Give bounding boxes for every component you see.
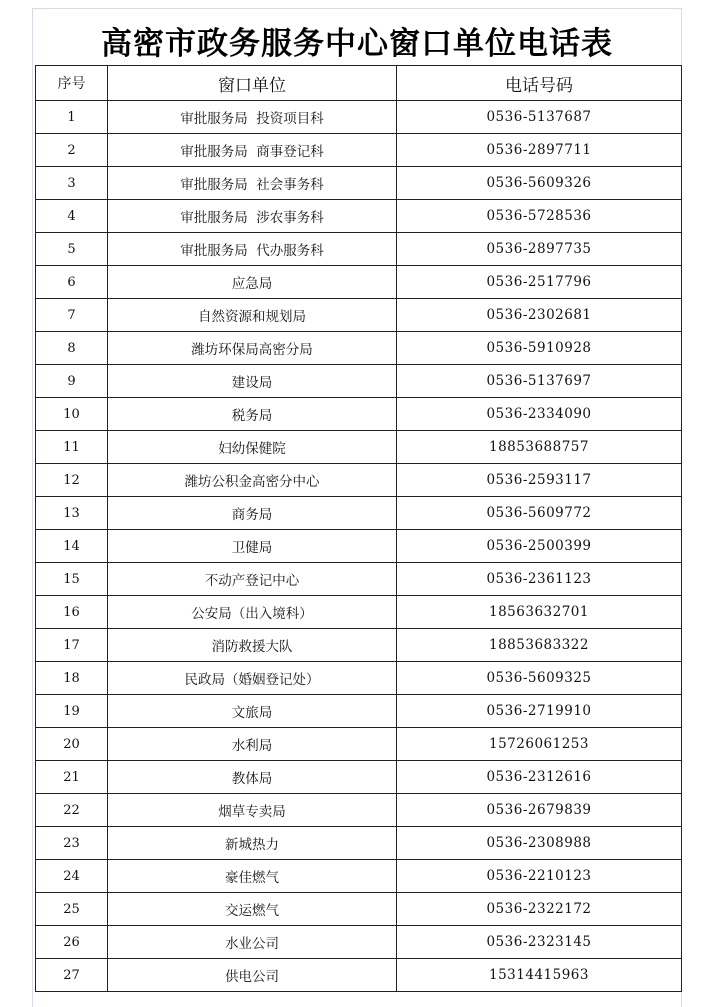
row-index: 2 <box>36 134 108 167</box>
row-index: 13 <box>36 497 108 530</box>
table-row <box>36 497 682 530</box>
column-header-index: 序号 <box>36 66 108 101</box>
table-row <box>36 332 682 365</box>
table-row <box>36 233 682 266</box>
row-index: 14 <box>36 530 108 563</box>
row-phone: 0536-2210123 <box>397 860 682 893</box>
row-phone: 0536-5728536 <box>397 200 682 233</box>
table-row <box>36 728 682 761</box>
table-row <box>36 101 682 134</box>
row-index: 3 <box>36 167 108 200</box>
row-index: 25 <box>36 893 108 926</box>
row-index: 16 <box>36 596 108 629</box>
table-row <box>36 266 682 299</box>
row-phone: 18563632701 <box>397 596 682 629</box>
row-phone: 0536-5609772 <box>397 497 682 530</box>
row-phone: 0536-2517796 <box>397 266 682 299</box>
row-index: 5 <box>36 233 108 266</box>
row-phone: 0536-2593117 <box>397 464 682 497</box>
table-row <box>36 893 682 926</box>
row-index: 18 <box>36 662 108 695</box>
row-index: 6 <box>36 266 108 299</box>
table-row <box>36 299 682 332</box>
row-phone: 0536-2679839 <box>397 794 682 827</box>
row-unit: 潍坊公积金高密分中心 <box>108 464 397 497</box>
page-title: 高密市政务服务中心窗口单位电话表 <box>101 26 613 62</box>
row-unit: 供电公司 <box>108 959 397 992</box>
table-body <box>36 101 682 992</box>
row-unit: 不动产登记中心 <box>108 563 397 596</box>
row-index: 27 <box>36 959 108 992</box>
row-index: 15 <box>36 563 108 596</box>
row-index: 19 <box>36 695 108 728</box>
table-row <box>36 431 682 464</box>
row-index: 26 <box>36 926 108 959</box>
row-unit: 豪佳燃气 <box>108 860 397 893</box>
row-phone: 0536-5609325 <box>397 662 682 695</box>
table-row <box>36 596 682 629</box>
row-phone: 0536-2897735 <box>397 233 682 266</box>
row-index: 9 <box>36 365 108 398</box>
row-index: 4 <box>36 200 108 233</box>
row-phone: 0536-5137687 <box>397 101 682 134</box>
table-row <box>36 530 682 563</box>
column-header-phone: 电话号码 <box>397 66 682 101</box>
row-phone: 15726061253 <box>397 728 682 761</box>
row-index: 1 <box>36 101 108 134</box>
row-phone: 0536-2312616 <box>397 761 682 794</box>
table-row <box>36 827 682 860</box>
table-row <box>36 134 682 167</box>
row-unit: 民政局（婚姻登记处） <box>108 662 397 695</box>
row-phone: 0536-2302681 <box>397 299 682 332</box>
row-index: 12 <box>36 464 108 497</box>
row-unit: 审批服务局 社会事务科 <box>108 167 397 200</box>
table-row <box>36 926 682 959</box>
table-row <box>36 464 682 497</box>
row-phone: 0536-5910928 <box>397 332 682 365</box>
row-phone: 0536-2334090 <box>397 398 682 431</box>
table-row <box>36 629 682 662</box>
row-unit: 文旅局 <box>108 695 397 728</box>
row-phone: 0536-2361123 <box>397 563 682 596</box>
row-unit: 消防救援大队 <box>108 629 397 662</box>
row-index: 11 <box>36 431 108 464</box>
row-index: 20 <box>36 728 108 761</box>
table-row <box>36 695 682 728</box>
row-unit: 审批服务局 代办服务科 <box>108 233 397 266</box>
table-row <box>36 761 682 794</box>
row-index: 24 <box>36 860 108 893</box>
row-phone: 0536-2323145 <box>397 926 682 959</box>
document-page <box>32 8 682 1007</box>
row-unit: 建设局 <box>108 365 397 398</box>
row-phone: 0536-2322172 <box>397 893 682 926</box>
table-row <box>36 959 682 992</box>
table-row <box>36 794 682 827</box>
row-unit: 水利局 <box>108 728 397 761</box>
row-unit: 交运燃气 <box>108 893 397 926</box>
row-index: 17 <box>36 629 108 662</box>
row-unit: 审批服务局 投资项目科 <box>108 101 397 134</box>
table-row <box>36 365 682 398</box>
row-phone: 0536-5137697 <box>397 365 682 398</box>
row-index: 23 <box>36 827 108 860</box>
row-index: 7 <box>36 299 108 332</box>
row-phone: 0536-2308988 <box>397 827 682 860</box>
row-phone: 0536-2719910 <box>397 695 682 728</box>
row-index: 22 <box>36 794 108 827</box>
row-phone: 15314415963 <box>397 959 682 992</box>
row-phone: 18853683322 <box>397 629 682 662</box>
row-index: 21 <box>36 761 108 794</box>
table-header-row <box>36 66 682 101</box>
row-unit: 自然资源和规划局 <box>108 299 397 332</box>
row-index: 10 <box>36 398 108 431</box>
row-unit: 审批服务局 涉农事务科 <box>108 200 397 233</box>
row-phone: 0536-2500399 <box>397 530 682 563</box>
row-unit: 妇幼保健院 <box>108 431 397 464</box>
table-row <box>36 563 682 596</box>
row-phone: 0536-5609326 <box>397 167 682 200</box>
row-unit: 审批服务局 商事登记科 <box>108 134 397 167</box>
row-unit: 公安局（出入境科） <box>108 596 397 629</box>
row-unit: 烟草专卖局 <box>108 794 397 827</box>
table-row <box>36 860 682 893</box>
row-phone: 0536-2897711 <box>397 134 682 167</box>
row-unit: 教体局 <box>108 761 397 794</box>
row-unit: 潍坊环保局高密分局 <box>108 332 397 365</box>
table-row <box>36 200 682 233</box>
row-unit: 应急局 <box>108 266 397 299</box>
table-row <box>36 167 682 200</box>
row-phone: 18853688757 <box>397 431 682 464</box>
row-unit: 新城热力 <box>108 827 397 860</box>
row-unit: 卫健局 <box>108 530 397 563</box>
row-unit: 水业公司 <box>108 926 397 959</box>
column-header-unit: 窗口单位 <box>108 66 397 101</box>
row-index: 8 <box>36 332 108 365</box>
row-unit: 商务局 <box>108 497 397 530</box>
table-row <box>36 662 682 695</box>
phone-directory-table <box>35 65 682 992</box>
row-unit: 税务局 <box>108 398 397 431</box>
table-row <box>36 398 682 431</box>
